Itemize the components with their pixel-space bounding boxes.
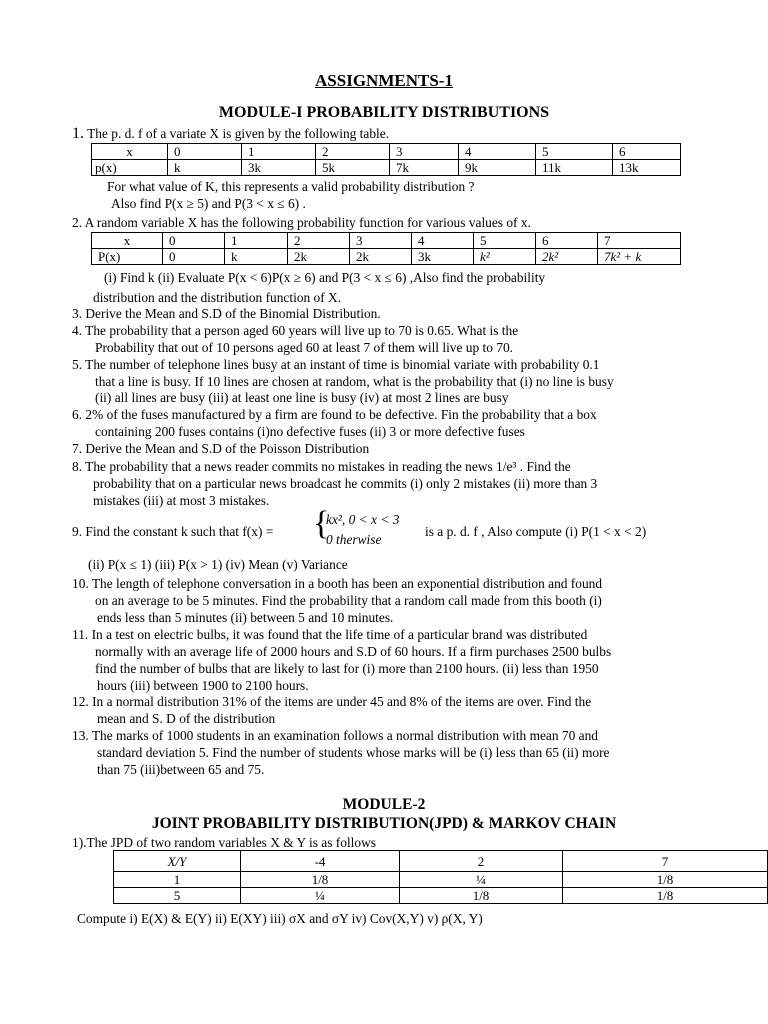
table-cell: 13k bbox=[613, 160, 681, 176]
table-cell: 5 bbox=[536, 144, 613, 160]
table-row bbox=[92, 160, 681, 176]
q10-line3: ends less than 5 minutes (ii) between 5 and 10 minutes. bbox=[97, 610, 394, 625]
q1-line2: For what value of K, this represents a valid probability distribution ? bbox=[107, 179, 475, 194]
q7-text: 7. Derive the Mean and S.D of the Poisson Distribution bbox=[72, 441, 370, 456]
module1-heading: MODULE-I PROBABILITY DISTRIBUTIONS bbox=[218, 104, 550, 121]
table-row bbox=[92, 233, 681, 249]
q11-line2: normally with an average life of 2000 hours and S.D of 60 hours. If a firm purchases 2500 bulbs bbox=[95, 644, 612, 659]
q11-line4: hours (iii) between 1900 to 2100 hours. bbox=[97, 678, 309, 693]
q2-line3: distribution and the distribution function of X. bbox=[93, 290, 342, 305]
table-cell: 2k² bbox=[536, 249, 598, 265]
module2-subheading: JOINT PROBABILITY DISTRIBUTION(JPD) & MARKOV CHAIN bbox=[151, 815, 617, 832]
table-cell: 0 bbox=[163, 233, 225, 249]
m2q1-compute: Compute i) E(X) & E(Y) ii) E(XY) iii) σX and σY iv) Cov(X,Y) v) ρ(X, Y) bbox=[77, 911, 483, 926]
table-cell: x bbox=[92, 144, 168, 160]
q9-lead: 9. Find the constant k such that f(x) = bbox=[72, 524, 274, 539]
table-cell: k bbox=[225, 249, 288, 265]
piecewise-brace: { bbox=[313, 505, 330, 542]
q8-line3: mistakes (iii) at most 3 mistakes. bbox=[93, 493, 270, 508]
table-cell: ¼ bbox=[400, 872, 563, 888]
table-cell: 0 bbox=[168, 144, 242, 160]
table-cell: 3k bbox=[242, 160, 316, 176]
table-cell: 1 bbox=[114, 872, 241, 888]
table-row bbox=[114, 851, 768, 872]
table-cell: 1/8 bbox=[400, 888, 563, 904]
table-cell: -4 bbox=[241, 851, 400, 872]
table-cell: 7k² + k bbox=[598, 249, 681, 265]
table-cell: 3 bbox=[390, 144, 459, 160]
q2-line2: (i) Find k (ii) Evaluate P(x < 6)P(x ≥ 6) and P(3 < x ≤ 6) ,Also find the probability bbox=[104, 270, 546, 285]
q9-piece1: kx², 0 < x < 3 bbox=[326, 512, 400, 527]
table-cell: 6 bbox=[613, 144, 681, 160]
table-cell: 4 bbox=[412, 233, 474, 249]
table-cell: ¼ bbox=[241, 888, 400, 904]
table-cell: P(x) bbox=[92, 249, 163, 265]
q9-line2: (ii) P(x ≤ 1) (iii) P(x > 1) (iv) Mean (v) Variance bbox=[88, 557, 348, 572]
table-cell: x bbox=[92, 233, 163, 249]
q4-line2: Probability that out of 10 persons aged 60 at least 7 of them will live up to 70. bbox=[95, 340, 514, 355]
table-cell: 2 bbox=[316, 144, 390, 160]
q3-text: 3. Derive the Mean and S.D of the Binomial Distribution. bbox=[72, 306, 381, 321]
q13-line2: standard deviation 5. Find the number of students whose marks will be (i) less than 65 (ii) more bbox=[97, 745, 610, 760]
q5-line3: (ii) all lines are busy (iii) at least one line is busy (iv) at most 2 lines are busy bbox=[95, 390, 509, 405]
q13-line3: than 75 (iii)between 65 and 75. bbox=[97, 762, 265, 777]
q13-line1: 13. The marks of 1000 students in an examination follows a normal distribution with mean 70 and bbox=[72, 728, 598, 743]
q6-line1: 6. 2% of the fuses manufactured by a firm are found to be defective. Fin the probability that a box bbox=[72, 407, 597, 422]
table-cell: 5 bbox=[474, 233, 536, 249]
table-cell: 5 bbox=[114, 888, 241, 904]
table-cell: 1/8 bbox=[241, 872, 400, 888]
table-cell: 1/8 bbox=[563, 872, 768, 888]
table-cell: 2k bbox=[350, 249, 412, 265]
table-row bbox=[114, 888, 768, 904]
q1-line3: Also find P(x ≥ 5) and P(3 < x ≤ 6) . bbox=[111, 196, 306, 211]
table-cell: 9k bbox=[459, 160, 536, 176]
q11-line3: find the number of bulbs that are likely to last for (i) more than 2100 hours. (ii) less than 1950 bbox=[95, 661, 599, 676]
q2-table bbox=[91, 232, 681, 265]
q10-line1: 10. The length of telephone conversation in a booth has been an exponential distribution and found bbox=[72, 576, 603, 591]
table-cell: 4 bbox=[459, 144, 536, 160]
q8-line1: 8. The probability that a news reader commits no mistakes in reading the news 1/e³ . Find the bbox=[72, 459, 571, 474]
table-cell: 0 bbox=[163, 249, 225, 265]
module2-heading: MODULE-2 bbox=[342, 796, 426, 813]
table-cell: 1 bbox=[225, 233, 288, 249]
table-cell: 7 bbox=[563, 851, 768, 872]
table-cell: 1 bbox=[242, 144, 316, 160]
q2-text: 2. A random variable X has the following probability function for various values of x. bbox=[72, 215, 531, 230]
q5-line2: that a line is busy. If 10 lines are chosen at random, what is the probability that (i) no line is busy bbox=[95, 374, 614, 389]
q6-line2: containing 200 fuses contains (i)no defective fuses (ii) 3 or more defective fuses bbox=[95, 424, 525, 439]
table-row bbox=[92, 249, 681, 265]
q8-line2: probability that on a particular news broadcast he commits (i) only 2 mistakes (ii) more than 3 bbox=[93, 476, 598, 491]
table-cell: 2 bbox=[400, 851, 563, 872]
table-cell: X/Y bbox=[114, 851, 241, 872]
table-row bbox=[92, 144, 681, 160]
table-cell: 6 bbox=[536, 233, 598, 249]
q9-tail: is a p. d. f , Also compute (i) P(1 < x < 2) bbox=[425, 524, 647, 539]
table-cell: k bbox=[168, 160, 242, 176]
jpd-table bbox=[113, 850, 768, 904]
table-cell: 5k bbox=[316, 160, 390, 176]
table-row bbox=[114, 872, 768, 888]
q11-line1: 11. In a test on electric bulbs, it was found that the life time of a particular brand was distributed bbox=[72, 627, 588, 642]
q12-line1: 12. In a normal distribution 31% of the items are under 45 and 8% of the items are over. Find the bbox=[72, 694, 592, 709]
table-cell: 3k bbox=[412, 249, 474, 265]
table-cell: k² bbox=[474, 249, 536, 265]
table-cell: 11k bbox=[536, 160, 613, 176]
table-cell: 7 bbox=[598, 233, 681, 249]
q1-text: 1. The p. d. f of a variate X is given by the following table. bbox=[72, 125, 390, 142]
q10-line2: on an average to be 5 minutes. Find the probability that a random call made from this booth (i) bbox=[95, 593, 602, 608]
q9-piece2: 0 therwise bbox=[326, 532, 382, 547]
q4-line1: 4. The probability that a person aged 60 years will live up to 70 is 0.65. What is the bbox=[72, 323, 519, 338]
page-title: ASSIGNMENTS-1 bbox=[315, 71, 453, 90]
table-cell: 2k bbox=[288, 249, 350, 265]
table-cell: 3 bbox=[350, 233, 412, 249]
table-cell: p(x) bbox=[92, 160, 168, 176]
q5-line1: 5. The number of telephone lines busy at an instant of time is binomial variate with probability 0.1 bbox=[72, 357, 600, 372]
q1-table bbox=[91, 143, 681, 176]
m2q1-text: 1).The JPD of two random variables X & Y is as follows bbox=[72, 835, 376, 850]
table-cell: 7k bbox=[390, 160, 459, 176]
table-cell: 1/8 bbox=[563, 888, 768, 904]
q12-line2: mean and S. D of the distribution bbox=[97, 711, 276, 726]
table-cell: 2 bbox=[288, 233, 350, 249]
